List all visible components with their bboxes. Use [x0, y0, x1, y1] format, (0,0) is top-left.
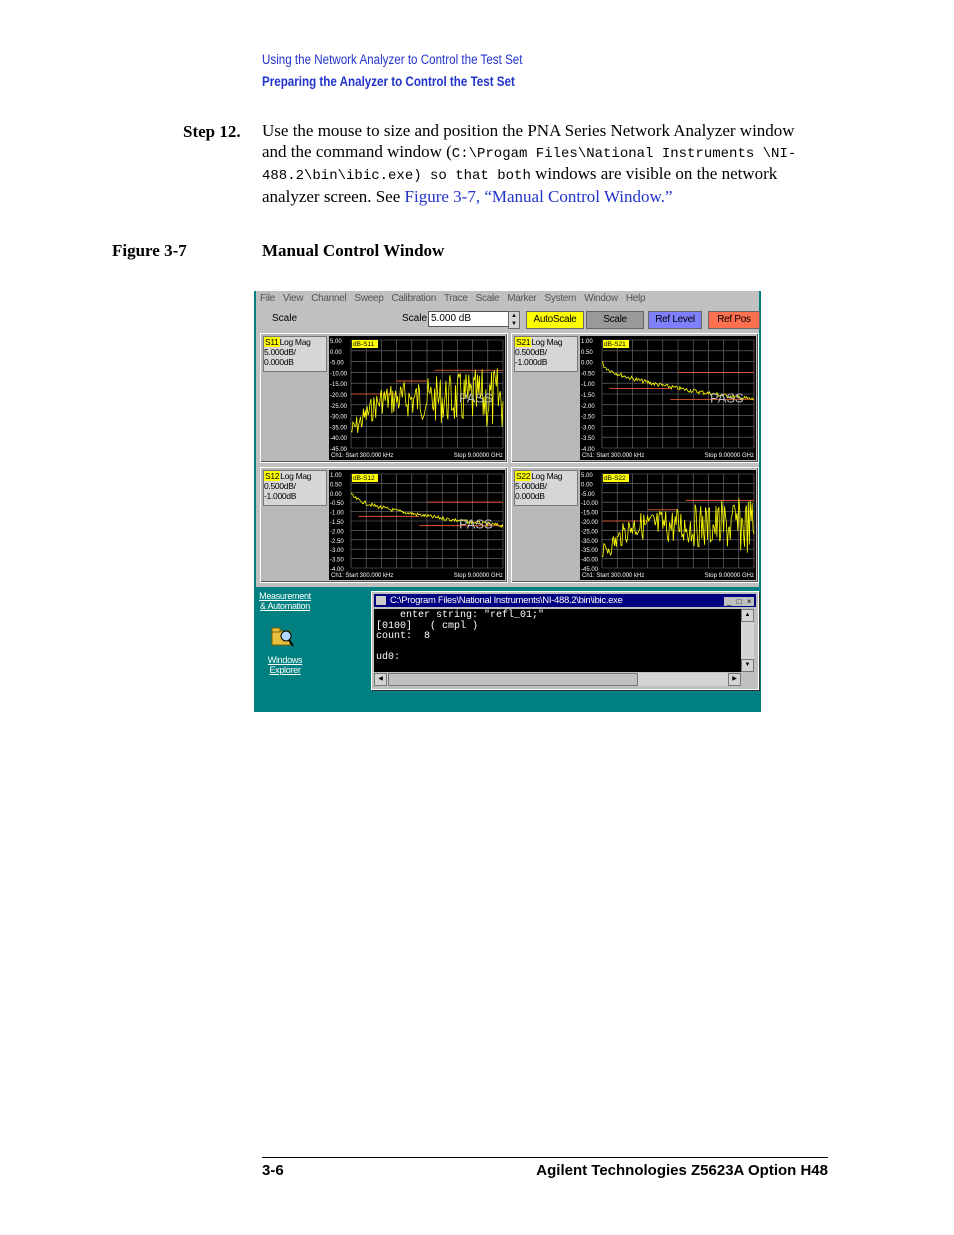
- trace-label: dB-S11: [353, 341, 375, 348]
- stop-frequency: Stop 9.00000 GHz: [704, 573, 754, 579]
- y-tick-label: -25.00: [581, 529, 599, 536]
- close-icon[interactable]: ×: [744, 597, 754, 606]
- scroll-right-icon[interactable]: ▶: [728, 673, 741, 686]
- scale-button[interactable]: Scale: [586, 311, 644, 329]
- toolbar-scale-label: Scale: [272, 313, 298, 324]
- scale-spinner[interactable]: ▲ ▼: [508, 311, 520, 329]
- trace-graph: [329, 470, 505, 580]
- y-tick-label: -3.00: [581, 425, 595, 432]
- breadcrumb-section[interactable]: Preparing the Analyzer to Control the Test Set: [262, 74, 515, 89]
- horizontal-scrollbar[interactable]: [374, 673, 741, 686]
- window-controls: [724, 595, 754, 608]
- y-tick-label: 0.00: [581, 482, 593, 489]
- format-label: Log Mag: [279, 337, 311, 347]
- y-tick-label: -35.00: [330, 425, 348, 432]
- y-tick-label: -0.50: [581, 371, 595, 378]
- y-tick-label: -30.00: [330, 414, 348, 421]
- scale-value: 5.000dB/: [264, 347, 296, 357]
- menu-bar: [260, 293, 653, 304]
- menu-calibration[interactable]: Calibration: [391, 293, 436, 304]
- ref-value: -1.000dB: [515, 357, 548, 367]
- footer-rule: [262, 1157, 828, 1158]
- scroll-up-icon[interactable]: ▲: [741, 609, 754, 622]
- y-tick-label: -15.00: [330, 382, 348, 389]
- ref-value: 0.000dB: [264, 357, 294, 367]
- scale-field-label: Scale: [402, 313, 428, 324]
- y-tick-label: -3.50: [330, 557, 344, 564]
- vertical-scrollbar[interactable]: [741, 609, 754, 672]
- trace-graph: [329, 336, 505, 460]
- pass-indicator: PASS: [710, 390, 744, 406]
- toolbar: [258, 309, 757, 331]
- trace-label: dB-S12: [353, 475, 375, 482]
- breadcrumb-chapter[interactable]: Using the Network Analyzer to Control the Test Set: [262, 52, 523, 67]
- y-tick-label: 0.00: [330, 491, 342, 498]
- y-tick-label: -1.00: [330, 510, 344, 517]
- stop-frequency: Stop 9.00000 GHz: [704, 453, 754, 459]
- command-window[interactable]: [371, 591, 759, 690]
- menu-scale[interactable]: Scale: [475, 293, 500, 304]
- scroll-thumb[interactable]: [388, 673, 638, 686]
- y-tick-label: -0.50: [330, 501, 344, 508]
- y-tick-label: -1.50: [330, 520, 344, 526]
- param-label: S21: [516, 337, 531, 347]
- step-text-2: windows are visible on the network analyzer screen. See: [262, 164, 778, 206]
- y-tick-label: -2.00: [581, 403, 595, 410]
- y-tick-label: -2.00: [330, 529, 344, 536]
- y-tick-label: -35.00: [581, 548, 599, 555]
- trace-window-s21[interactable]: [511, 333, 759, 463]
- trace-window-s22[interactable]: [511, 467, 759, 583]
- minimize-icon[interactable]: _: [724, 597, 734, 606]
- scale-input[interactable]: 5.000 dB: [428, 311, 510, 327]
- y-tick-label: -1.50: [581, 393, 595, 399]
- y-tick-label: -15.00: [581, 510, 599, 517]
- menu-marker[interactable]: Marker: [507, 293, 537, 304]
- menu-channel[interactable]: Channel: [311, 293, 347, 304]
- page-number: 3-6: [262, 1162, 284, 1179]
- y-tick-label: -2.50: [330, 538, 344, 545]
- y-tick-label: -10.00: [330, 371, 348, 378]
- step-text-1: Use the mouse to size and position the PNA Series Network Analyzer window and the command window (: [262, 121, 795, 161]
- step-text: [262, 121, 822, 207]
- ref-value: 0.000dB: [515, 491, 545, 501]
- icon-label-line2: & Automation: [260, 601, 310, 611]
- figure-screenshot: [254, 291, 761, 712]
- y-tick-label: -3.50: [581, 436, 595, 443]
- figure-title: Manual Control Window: [262, 241, 445, 260]
- format-label: Log Mag: [280, 471, 312, 481]
- y-tick-label: -5.00: [330, 360, 344, 367]
- y-tick-label: -5.00: [581, 491, 595, 498]
- format-label: Log Mag: [531, 337, 563, 347]
- start-frequency: Ch1: Start 300.000 kHz: [331, 453, 394, 459]
- y-tick-label: -30.00: [581, 538, 599, 545]
- param-label: S22: [516, 471, 531, 481]
- icon-label-line2: Explorer: [269, 665, 301, 675]
- trace-window-s12[interactable]: [260, 467, 508, 583]
- scroll-left-icon[interactable]: ◀: [374, 673, 387, 686]
- command-window-titlebar: [374, 594, 756, 607]
- ref-value: -1.000dB: [264, 491, 297, 501]
- menu-file[interactable]: File: [260, 293, 275, 304]
- pass-indicator: PASS: [459, 390, 493, 406]
- y-tick-label: 0.50: [330, 482, 342, 489]
- trace-info: [514, 336, 578, 372]
- y-tick-label: -40.00: [581, 557, 599, 564]
- windows-explorer-icon[interactable]: [271, 625, 295, 649]
- console-output: [374, 609, 741, 672]
- figure-link[interactable]: Figure 3-7, “Manual Control Window.”: [404, 186, 673, 206]
- menu-help[interactable]: Help: [625, 293, 646, 304]
- figure-label: Figure 3-7: [112, 241, 187, 260]
- scale-value: 5.000dB/: [515, 481, 547, 491]
- start-frequency: Ch1: Start 300.000 kHz: [582, 573, 645, 579]
- stop-frequency: Stop 9.00000 GHz: [453, 573, 503, 579]
- y-tick-label: -4.00: [581, 447, 595, 453]
- console-line: ud0:: [376, 651, 401, 663]
- trace-info: [514, 470, 578, 506]
- y-tick-label: 0.00: [330, 349, 342, 356]
- console-line: [0100] ( cmpl ): [376, 620, 479, 632]
- format-label: Log Mag: [531, 471, 563, 481]
- start-frequency: Ch1: Start 300.000 kHz: [331, 573, 394, 579]
- scroll-down-icon[interactable]: ▼: [741, 659, 754, 672]
- y-tick-label: -10.00: [581, 501, 599, 508]
- pass-indicator: PASS: [459, 516, 493, 532]
- console-icon: [376, 596, 386, 605]
- menu-trace[interactable]: Trace: [443, 293, 468, 304]
- y-tick-label: -45.00: [330, 447, 348, 453]
- pna-window: [256, 291, 759, 587]
- scale-value: 0.500dB/: [515, 347, 547, 357]
- y-tick-label: -2.50: [581, 414, 595, 421]
- param-label: S12: [265, 471, 280, 481]
- desktop-icon-measurement[interactable]: [257, 591, 313, 611]
- step-path: C:\Progam Files\National Instruments \NI-488.2\bin\ibic.exe) so that both: [262, 145, 797, 184]
- scale-value: 0.500dB/: [264, 481, 296, 491]
- y-tick-label: 5.00: [581, 473, 593, 479]
- trace-window-s11[interactable]: [260, 333, 508, 463]
- menu-window[interactable]: Window: [584, 293, 618, 304]
- trace-info: [263, 470, 327, 506]
- menu-system[interactable]: System: [544, 293, 577, 304]
- trace-graph: [580, 336, 756, 460]
- menu-view[interactable]: View: [282, 293, 304, 304]
- y-tick-label: 5.00: [330, 339, 342, 345]
- step-label: Step 12.: [183, 122, 241, 141]
- ref-pos-button[interactable]: Ref Pos: [708, 311, 760, 329]
- console-line: enter string: "refl_01;": [376, 610, 545, 621]
- command-window-title: C:\Program Files\National Instruments\NI-488.2\bin\ibic.exe: [390, 595, 623, 606]
- stop-frequency: Stop 9.00000 GHz: [453, 453, 503, 459]
- footer-product: Agilent Technologies Z5623A Option H48: [536, 1162, 828, 1179]
- y-tick-label: -1.00: [581, 382, 595, 389]
- folder-magnifier-icon: [271, 625, 295, 649]
- autoscale-button[interactable]: AutoScale: [526, 311, 584, 329]
- param-label: S11: [265, 337, 279, 347]
- y-tick-label: -25.00: [330, 403, 348, 410]
- y-tick-label: -45.00: [581, 567, 599, 573]
- icon-label-line1: Measurement: [259, 591, 311, 601]
- y-tick-label: -20.00: [581, 520, 599, 526]
- trace-label: dB-S22: [604, 475, 626, 482]
- y-tick-label: -20.00: [330, 393, 348, 399]
- maximize-icon[interactable]: □: [734, 597, 744, 606]
- desktop-icon-explorer-label[interactable]: [257, 655, 313, 675]
- y-tick-label: -4.00: [330, 567, 344, 573]
- ref-level-button[interactable]: Ref Level: [648, 311, 702, 329]
- menu-sweep[interactable]: Sweep: [354, 293, 384, 304]
- start-frequency: Ch1: Start 300.000 kHz: [582, 453, 645, 459]
- y-tick-label: -40.00: [330, 436, 348, 443]
- trace-label: dB-S21: [604, 341, 626, 348]
- y-tick-label: 1.00: [581, 339, 593, 345]
- y-tick-label: 1.00: [330, 473, 342, 479]
- icon-label-line1: Windows: [267, 655, 303, 665]
- y-tick-label: -3.00: [330, 548, 344, 555]
- y-tick-label: 0.00: [581, 360, 593, 367]
- console-line: count: 8: [376, 631, 431, 642]
- y-tick-label: 0.50: [581, 349, 593, 356]
- trace-info: [263, 336, 327, 372]
- trace-graph: [580, 470, 756, 580]
- console-line: [376, 643, 741, 653]
